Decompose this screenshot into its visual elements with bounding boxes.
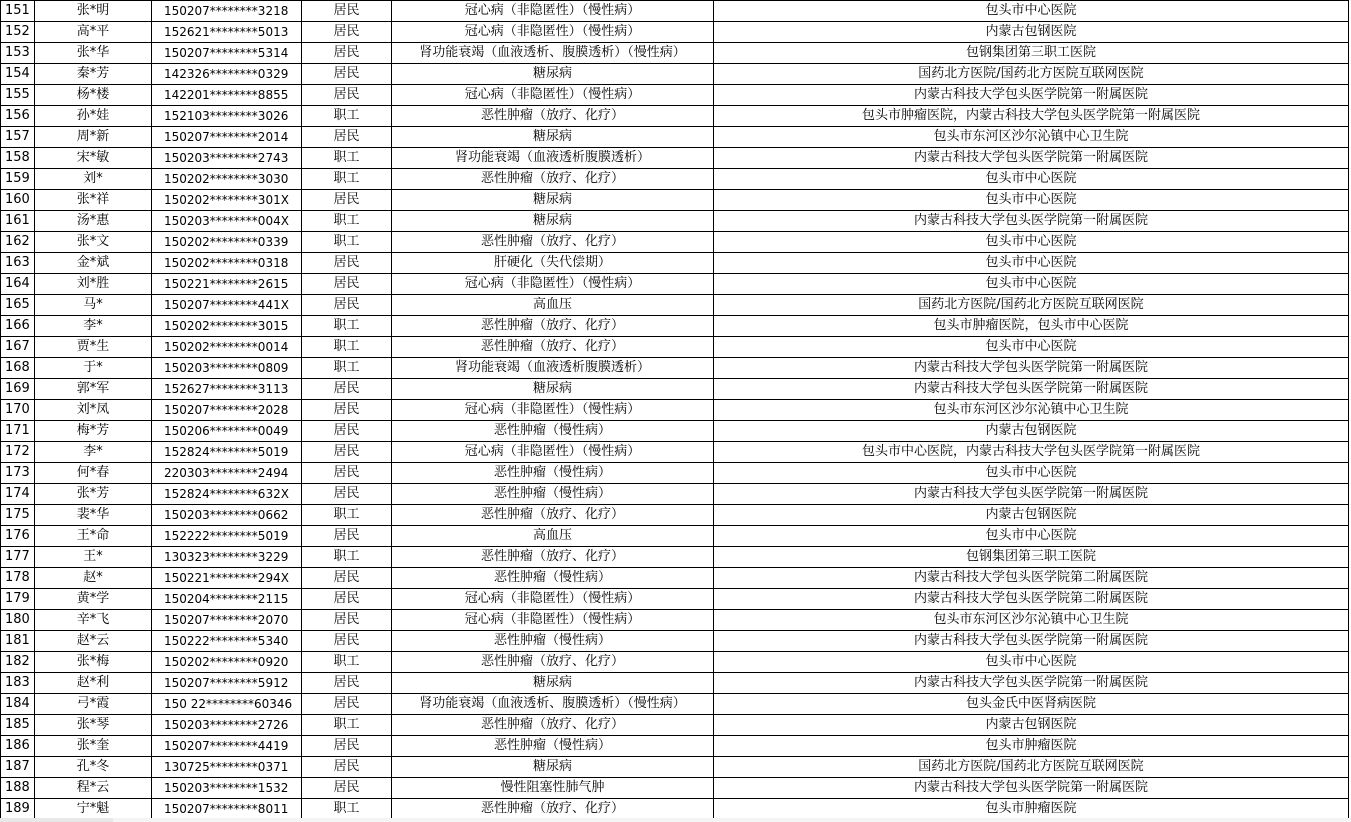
disease-cell[interactable]: 肾功能衰竭（血液透析腹膜透析） [392, 358, 714, 379]
disease-cell[interactable]: 恶性肿瘤（放疗、化疗） [392, 799, 714, 820]
row-number-cell[interactable]: 160 [1, 190, 35, 211]
insurance-type-cell[interactable]: 居民 [302, 253, 392, 274]
disease-cell[interactable]: 冠心病（非隐匿性）（慢性病） [392, 589, 714, 610]
name-cell[interactable]: 张*华 [35, 43, 152, 64]
row-number-cell[interactable]: 170 [1, 400, 35, 421]
disease-cell[interactable]: 肝硬化（失代偿期） [392, 253, 714, 274]
name-cell[interactable]: 金*斌 [35, 253, 152, 274]
insurance-type-cell[interactable]: 职工 [302, 337, 392, 358]
disease-cell[interactable]: 恶性肿瘤（放疗、化疗） [392, 106, 714, 127]
hospital-cell[interactable]: 内蒙古科技大学包头医学院第一附属医院 [714, 379, 1349, 400]
table-row [1, 610, 1349, 631]
name-cell[interactable]: 张*梅 [35, 652, 152, 673]
id-number-cell[interactable]: 150203********004X [152, 211, 302, 232]
id-number-cell[interactable]: 150207********5912 [152, 673, 302, 694]
table-row [1, 421, 1349, 442]
insurance-type-cell[interactable]: 职工 [302, 232, 392, 253]
disease-cell[interactable]: 冠心病（非隐匿性）（慢性病） [392, 274, 714, 295]
table-row [1, 211, 1349, 232]
row-number-cell[interactable]: 172 [1, 442, 35, 463]
id-number-cell[interactable]: 150203********0662 [152, 505, 302, 526]
disease-cell[interactable]: 恶性肿瘤（放疗、化疗） [392, 169, 714, 190]
disease-cell[interactable]: 恶性肿瘤（放疗、化疗） [392, 337, 714, 358]
id-number-cell[interactable]: 150202********0014 [152, 337, 302, 358]
table-row [1, 190, 1349, 211]
name-cell[interactable]: 贾*生 [35, 337, 152, 358]
name-cell[interactable]: 秦*芳 [35, 64, 152, 85]
id-number-cell[interactable]: 150206********0049 [152, 421, 302, 442]
insurance-type-cell[interactable]: 居民 [302, 22, 392, 43]
insurance-type-cell[interactable]: 居民 [302, 778, 392, 799]
row-number-cell[interactable]: 181 [1, 631, 35, 652]
row-number-cell[interactable]: 184 [1, 694, 35, 715]
name-cell[interactable]: 杨*楼 [35, 85, 152, 106]
table-row [1, 148, 1349, 169]
hospital-cell[interactable]: 包头市中心医院，内蒙古科技大学包头医学院第一附属医院 [714, 442, 1349, 463]
disease-cell[interactable]: 肾功能衰竭（血液透析、腹膜透析）（慢性病） [392, 694, 714, 715]
name-cell[interactable]: 辛*飞 [35, 610, 152, 631]
row-number-cell[interactable]: 164 [1, 274, 35, 295]
id-number-cell[interactable]: 150202********3015 [152, 316, 302, 337]
id-number-cell[interactable]: 142326********0329 [152, 64, 302, 85]
disease-cell[interactable]: 恶性肿瘤（放疗、化疗） [392, 652, 714, 673]
name-cell[interactable]: 李* [35, 316, 152, 337]
name-cell[interactable]: 宁*魁 [35, 799, 152, 820]
row-number-cell[interactable]: 154 [1, 64, 35, 85]
hospital-cell[interactable]: 内蒙古科技大学包头医学院第二附属医院 [714, 589, 1349, 610]
row-number-cell[interactable]: 189 [1, 799, 35, 820]
insurance-type-cell[interactable]: 职工 [302, 547, 392, 568]
row-number-cell[interactable]: 157 [1, 127, 35, 148]
insurance-type-cell[interactable]: 居民 [302, 610, 392, 631]
row-number-cell[interactable]: 179 [1, 589, 35, 610]
name-cell[interactable]: 孙*娃 [35, 106, 152, 127]
hospital-cell[interactable]: 包钢集团第三职工医院 [714, 547, 1349, 568]
id-number-cell[interactable]: 150207********2070 [152, 610, 302, 631]
row-number-cell[interactable]: 176 [1, 526, 35, 547]
hospital-cell[interactable]: 包头市中心医院 [714, 463, 1349, 484]
row-number-cell[interactable]: 187 [1, 757, 35, 778]
name-cell[interactable]: 张*祥 [35, 190, 152, 211]
table-row [1, 673, 1349, 694]
hospital-cell[interactable]: 包头市肿瘤医院 [714, 736, 1349, 757]
id-number-cell[interactable]: 150202********301X [152, 190, 302, 211]
hospital-cell[interactable]: 内蒙古科技大学包头医学院第一附属医院 [714, 85, 1349, 106]
name-cell[interactable]: 周*新 [35, 127, 152, 148]
insurance-type-cell[interactable]: 职工 [302, 211, 392, 232]
row-number-cell[interactable]: 182 [1, 652, 35, 673]
table-row [1, 106, 1349, 127]
id-number-cell[interactable]: 150207********2028 [152, 400, 302, 421]
insurance-type-cell[interactable]: 居民 [302, 484, 392, 505]
table-row [1, 757, 1349, 778]
disease-cell[interactable]: 糖尿病 [392, 757, 714, 778]
insurance-type-cell[interactable]: 居民 [302, 295, 392, 316]
disease-cell[interactable]: 冠心病（非隐匿性）（慢性病） [392, 400, 714, 421]
table-row [1, 316, 1349, 337]
disease-cell[interactable]: 恶性肿瘤（慢性病） [392, 568, 714, 589]
disease-cell[interactable]: 糖尿病 [392, 190, 714, 211]
hospital-cell[interactable]: 包头市东河区沙尔沁镇中心卫生院 [714, 610, 1349, 631]
id-number-cell[interactable]: 150221********2615 [152, 274, 302, 295]
hospital-cell[interactable]: 内蒙古科技大学包头医学院第一附属医院 [714, 631, 1349, 652]
insurance-type-cell[interactable]: 居民 [302, 568, 392, 589]
row-number-cell[interactable]: 152 [1, 22, 35, 43]
id-number-cell[interactable]: 150204********2115 [152, 589, 302, 610]
insurance-type-cell[interactable]: 职工 [302, 169, 392, 190]
disease-cell[interactable]: 高血压 [392, 526, 714, 547]
name-cell[interactable]: 何*春 [35, 463, 152, 484]
disease-cell[interactable]: 糖尿病 [392, 64, 714, 85]
hospital-cell[interactable]: 包头市中心医院 [714, 337, 1349, 358]
table-row [1, 505, 1349, 526]
id-number-cell[interactable]: 150202********0318 [152, 253, 302, 274]
row-number-cell[interactable]: 178 [1, 568, 35, 589]
hospital-cell[interactable]: 内蒙古科技大学包头医学院第二附属医院 [714, 568, 1349, 589]
table-row [1, 526, 1349, 547]
name-cell[interactable]: 黄*学 [35, 589, 152, 610]
table-row [1, 463, 1349, 484]
insurance-type-cell[interactable]: 职工 [302, 148, 392, 169]
hospital-cell[interactable]: 包钢集团第三职工医院 [714, 43, 1349, 64]
row-number-cell[interactable]: 159 [1, 169, 35, 190]
row-number-cell[interactable]: 161 [1, 211, 35, 232]
name-cell[interactable]: 刘*胜 [35, 274, 152, 295]
name-cell[interactable]: 郭*军 [35, 379, 152, 400]
table-row [1, 778, 1349, 799]
name-cell[interactable]: 裴*华 [35, 505, 152, 526]
id-number-cell[interactable]: 150222********5340 [152, 631, 302, 652]
table-row [1, 43, 1349, 64]
hospital-cell[interactable]: 包头市肿瘤医院 [714, 799, 1349, 820]
name-cell[interactable]: 弓*霞 [35, 694, 152, 715]
insurance-type-cell[interactable]: 职工 [302, 358, 392, 379]
row-number-cell[interactable]: 169 [1, 379, 35, 400]
scrollbar-thumb[interactable] [113, 818, 1351, 822]
row-number-cell[interactable]: 183 [1, 673, 35, 694]
id-number-cell[interactable]: 130323********3229 [152, 547, 302, 568]
insurance-type-cell[interactable]: 居民 [302, 694, 392, 715]
disease-cell[interactable]: 恶性肿瘤（放疗、化疗） [392, 547, 714, 568]
hospital-cell[interactable]: 包头市中心医院 [714, 190, 1349, 211]
hospital-cell[interactable]: 包头市肿瘤医院，包头市中心医院 [714, 316, 1349, 337]
insurance-type-cell[interactable]: 居民 [302, 673, 392, 694]
table-row [1, 85, 1349, 106]
table-row [1, 127, 1349, 148]
id-number-cell[interactable]: 150207********3218 [152, 1, 302, 22]
hospital-cell[interactable]: 内蒙古科技大学包头医学院第一附属医院 [714, 778, 1349, 799]
hospital-cell[interactable]: 包头市中心医院 [714, 232, 1349, 253]
insurance-type-cell[interactable]: 职工 [302, 652, 392, 673]
id-number-cell[interactable]: 220303********2494 [152, 463, 302, 484]
name-cell[interactable]: 张*芳 [35, 484, 152, 505]
disease-cell[interactable]: 肾功能衰竭（血液透析、腹膜透析）（慢性病） [392, 43, 714, 64]
name-cell[interactable]: 于* [35, 358, 152, 379]
id-number-cell[interactable]: 150207********441X [152, 295, 302, 316]
name-cell[interactable]: 梅*芳 [35, 421, 152, 442]
hospital-cell[interactable]: 国药北方医院/国药北方医院互联网医院 [714, 64, 1349, 85]
table-row [1, 652, 1349, 673]
disease-cell[interactable]: 冠心病（非隐匿性）（慢性病） [392, 442, 714, 463]
hospital-cell[interactable]: 包头市肿瘤医院，内蒙古科技大学包头医学院第一附属医院 [714, 106, 1349, 127]
name-cell[interactable]: 宋*敏 [35, 148, 152, 169]
hospital-cell[interactable]: 内蒙古包钢医院 [714, 505, 1349, 526]
row-number-cell[interactable]: 156 [1, 106, 35, 127]
row-number-cell[interactable]: 175 [1, 505, 35, 526]
disease-cell[interactable]: 恶性肿瘤（放疗、化疗） [392, 316, 714, 337]
id-number-cell[interactable]: 152824********5019 [152, 442, 302, 463]
hospital-cell[interactable]: 国药北方医院/国药北方医院互联网医院 [714, 757, 1349, 778]
insurance-type-cell[interactable]: 职工 [302, 316, 392, 337]
row-number-cell[interactable]: 151 [1, 1, 35, 22]
table-row [1, 442, 1349, 463]
table-row [1, 694, 1349, 715]
row-number-cell[interactable]: 173 [1, 463, 35, 484]
id-number-cell[interactable]: 150202********3030 [152, 169, 302, 190]
table-row [1, 589, 1349, 610]
id-number-cell[interactable]: 150203********0809 [152, 358, 302, 379]
insurance-type-cell[interactable]: 居民 [302, 379, 392, 400]
hospital-cell[interactable]: 包头金氏中医肾病医院 [714, 694, 1349, 715]
hospital-cell[interactable]: 包头市中心医院 [714, 274, 1349, 295]
insurance-type-cell[interactable]: 职工 [302, 505, 392, 526]
insurance-type-cell[interactable]: 居民 [302, 43, 392, 64]
insurance-type-cell[interactable]: 居民 [302, 85, 392, 106]
insurance-type-cell[interactable]: 居民 [302, 127, 392, 148]
table-body [1, 1, 1349, 820]
name-cell[interactable]: 王* [35, 547, 152, 568]
id-number-cell[interactable]: 150203********1532 [152, 778, 302, 799]
hospital-cell[interactable]: 包头市中心医院 [714, 169, 1349, 190]
id-number-cell[interactable]: 152627********3113 [152, 379, 302, 400]
table-row [1, 547, 1349, 568]
name-cell[interactable]: 孔*冬 [35, 757, 152, 778]
id-number-cell[interactable]: 152103********3026 [152, 106, 302, 127]
hospital-cell[interactable]: 内蒙古科技大学包头医学院第一附属医院 [714, 211, 1349, 232]
table-row [1, 337, 1349, 358]
disease-cell[interactable]: 糖尿病 [392, 379, 714, 400]
horizontal-scrollbar[interactable] [0, 818, 1351, 822]
insurance-type-cell[interactable]: 居民 [302, 421, 392, 442]
row-number-cell[interactable]: 158 [1, 148, 35, 169]
disease-cell[interactable]: 冠心病（非隐匿性）（慢性病） [392, 22, 714, 43]
insurance-type-cell[interactable]: 居民 [302, 274, 392, 295]
table-row [1, 631, 1349, 652]
disease-cell[interactable]: 恶性肿瘤（放疗、化疗） [392, 505, 714, 526]
row-number-cell[interactable]: 185 [1, 715, 35, 736]
table-row [1, 1, 1349, 22]
table-row [1, 232, 1349, 253]
row-number-cell[interactable]: 155 [1, 85, 35, 106]
disease-cell[interactable]: 高血压 [392, 295, 714, 316]
id-number-cell[interactable]: 150202********0339 [152, 232, 302, 253]
disease-cell[interactable]: 冠心病（非隐匿性）（慢性病） [392, 1, 714, 22]
insurance-type-cell[interactable]: 居民 [302, 631, 392, 652]
table-row [1, 799, 1349, 820]
disease-cell[interactable]: 冠心病（非隐匿性）（慢性病） [392, 85, 714, 106]
name-cell[interactable]: 赵*利 [35, 673, 152, 694]
hospital-cell[interactable]: 包头市中心医院 [714, 253, 1349, 274]
insurance-type-cell[interactable]: 居民 [302, 1, 392, 22]
hospital-cell[interactable]: 内蒙古科技大学包头医学院第一附属医院 [714, 484, 1349, 505]
name-cell[interactable]: 赵*云 [35, 631, 152, 652]
row-number-cell[interactable]: 163 [1, 253, 35, 274]
name-cell[interactable]: 高*平 [35, 22, 152, 43]
disease-cell[interactable]: 糖尿病 [392, 127, 714, 148]
insurance-type-cell[interactable]: 居民 [302, 589, 392, 610]
disease-cell[interactable]: 肾功能衰竭（血液透析腹膜透析） [392, 148, 714, 169]
row-number-cell[interactable]: 165 [1, 295, 35, 316]
id-number-cell[interactable]: 150203********2726 [152, 715, 302, 736]
row-number-cell[interactable]: 153 [1, 43, 35, 64]
insurance-type-cell[interactable]: 居民 [302, 64, 392, 85]
name-cell[interactable]: 汤*惠 [35, 211, 152, 232]
table-row [1, 400, 1349, 421]
id-number-cell[interactable]: 150207********5314 [152, 43, 302, 64]
table-row [1, 253, 1349, 274]
table-row [1, 22, 1349, 43]
id-number-cell[interactable]: 152824********632X [152, 484, 302, 505]
id-number-cell[interactable]: 150202********0920 [152, 652, 302, 673]
table-row [1, 484, 1349, 505]
id-number-cell[interactable]: 150207********2014 [152, 127, 302, 148]
table-row [1, 568, 1349, 589]
table-row [1, 169, 1349, 190]
name-cell[interactable]: 刘* [35, 169, 152, 190]
hospital-cell[interactable]: 内蒙古包钢医院 [714, 715, 1349, 736]
hospital-cell[interactable]: 内蒙古科技大学包头医学院第一附属医院 [714, 358, 1349, 379]
hospital-cell[interactable]: 国药北方医院/国药北方医院互联网医院 [714, 295, 1349, 316]
id-number-cell[interactable]: 150221********294X [152, 568, 302, 589]
disease-cell[interactable]: 恶性肿瘤（慢性病） [392, 484, 714, 505]
disease-cell[interactable]: 糖尿病 [392, 673, 714, 694]
table-row [1, 715, 1349, 736]
row-number-cell[interactable]: 174 [1, 484, 35, 505]
disease-cell[interactable]: 恶性肿瘤（慢性病） [392, 631, 714, 652]
insurance-type-cell[interactable]: 居民 [302, 400, 392, 421]
insurance-type-cell[interactable]: 居民 [302, 463, 392, 484]
disease-cell[interactable]: 恶性肿瘤（慢性病） [392, 421, 714, 442]
insurance-type-cell[interactable]: 职工 [302, 106, 392, 127]
disease-cell[interactable]: 糖尿病 [392, 211, 714, 232]
table-row [1, 358, 1349, 379]
disease-cell[interactable]: 慢性阻塞性肺气肿 [392, 778, 714, 799]
insurance-type-cell[interactable]: 居民 [302, 736, 392, 757]
name-cell[interactable]: 张*琴 [35, 715, 152, 736]
insurance-type-cell[interactable]: 职工 [302, 799, 392, 820]
id-number-cell[interactable]: 150207********4419 [152, 736, 302, 757]
disease-cell[interactable]: 恶性肿瘤（放疗、化疗） [392, 715, 714, 736]
name-cell[interactable]: 赵* [35, 568, 152, 589]
hospital-cell[interactable]: 包头市东河区沙尔沁镇中心卫生院 [714, 400, 1349, 421]
name-cell[interactable]: 李* [35, 442, 152, 463]
id-number-cell[interactable]: 142201********8855 [152, 85, 302, 106]
disease-cell[interactable]: 冠心病（非隐匿性）（慢性病） [392, 610, 714, 631]
table-row [1, 274, 1349, 295]
hospital-cell[interactable]: 包头市中心医院 [714, 652, 1349, 673]
table-row [1, 64, 1349, 85]
name-cell[interactable]: 王*命 [35, 526, 152, 547]
table-row [1, 295, 1349, 316]
name-cell[interactable]: 张*明 [35, 1, 152, 22]
row-number-cell[interactable]: 166 [1, 316, 35, 337]
hospital-cell[interactable]: 内蒙古科技大学包头医学院第一附属医院 [714, 673, 1349, 694]
hospital-cell[interactable]: 包头市中心医院 [714, 526, 1349, 547]
disease-cell[interactable]: 恶性肿瘤（慢性病） [392, 463, 714, 484]
row-number-cell[interactable]: 177 [1, 547, 35, 568]
row-number-cell[interactable]: 188 [1, 778, 35, 799]
insurance-type-cell[interactable]: 职工 [302, 715, 392, 736]
hospital-cell[interactable]: 包头市中心医院 [714, 1, 1349, 22]
id-number-cell[interactable]: 152621********5013 [152, 22, 302, 43]
name-cell[interactable]: 马* [35, 295, 152, 316]
id-number-cell[interactable]: 130725********0371 [152, 757, 302, 778]
row-number-cell[interactable]: 167 [1, 337, 35, 358]
table-row [1, 379, 1349, 400]
hospital-cell[interactable]: 内蒙古科技大学包头医学院第一附属医院 [714, 148, 1349, 169]
insurance-type-cell[interactable]: 居民 [302, 442, 392, 463]
hospital-cell[interactable]: 内蒙古包钢医院 [714, 22, 1349, 43]
id-number-cell[interactable]: 152222********5019 [152, 526, 302, 547]
insurance-type-cell[interactable]: 居民 [302, 526, 392, 547]
row-number-cell[interactable]: 168 [1, 358, 35, 379]
insurance-type-cell[interactable]: 居民 [302, 190, 392, 211]
row-number-cell[interactable]: 162 [1, 232, 35, 253]
row-number-cell[interactable]: 186 [1, 736, 35, 757]
disease-cell[interactable]: 恶性肿瘤（慢性病） [392, 736, 714, 757]
insurance-type-cell[interactable]: 居民 [302, 757, 392, 778]
name-cell[interactable]: 张*文 [35, 232, 152, 253]
row-number-cell[interactable]: 171 [1, 421, 35, 442]
name-cell[interactable]: 张*奎 [35, 736, 152, 757]
disease-cell[interactable]: 恶性肿瘤（放疗、化疗） [392, 232, 714, 253]
row-number-cell[interactable]: 180 [1, 610, 35, 631]
id-number-cell[interactable]: 150 22********60346 [152, 694, 302, 715]
name-cell[interactable]: 程*云 [35, 778, 152, 799]
name-cell[interactable]: 刘*凤 [35, 400, 152, 421]
id-number-cell[interactable]: 150203********2743 [152, 148, 302, 169]
table-row [1, 736, 1349, 757]
id-number-cell[interactable]: 150207********8011 [152, 799, 302, 820]
hospital-cell[interactable]: 包头市东河区沙尔沁镇中心卫生院 [714, 127, 1349, 148]
hospital-cell[interactable]: 内蒙古包钢医院 [714, 421, 1349, 442]
